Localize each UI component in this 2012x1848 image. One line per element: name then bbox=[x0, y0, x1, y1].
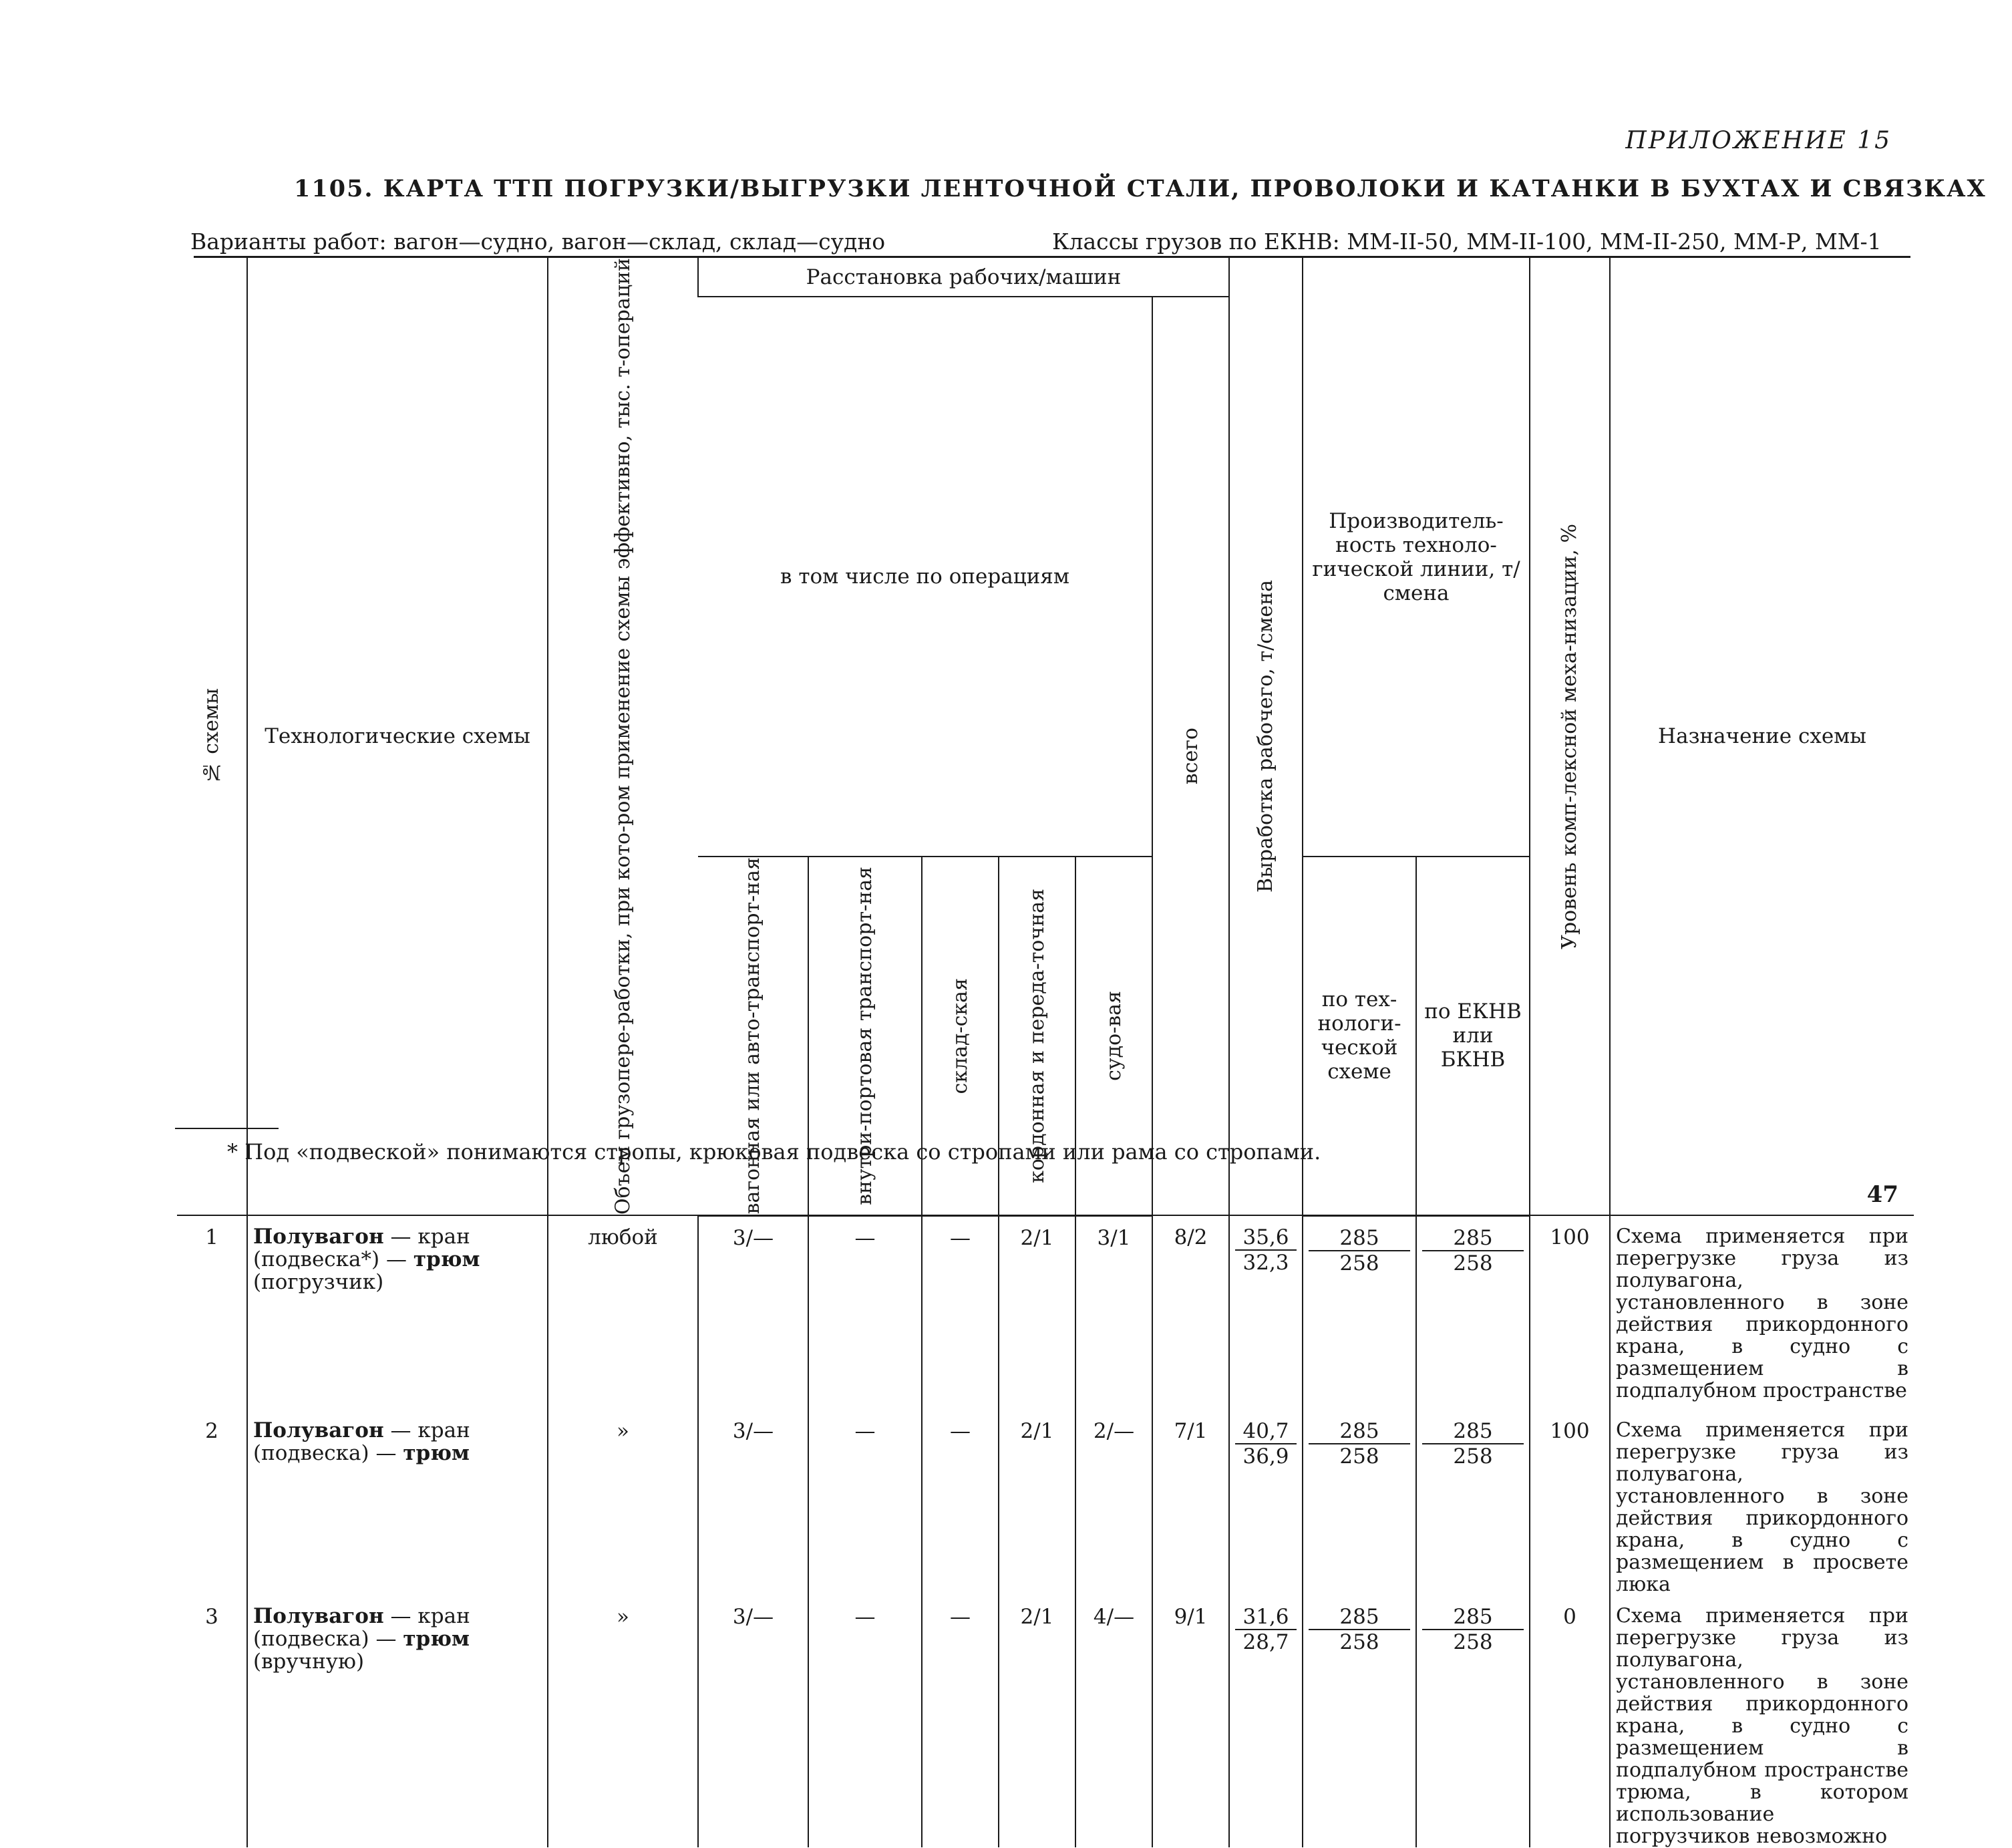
cell-mech-level: 100 bbox=[1530, 1410, 1610, 1595]
cell-purpose: Схема применяется при перегрузке груза из полувагона, установленного в зоне действия прикордонного крана, в судно с размещением в просвете люка bbox=[1610, 1410, 1914, 1595]
cell-op-ship: 4/— bbox=[1075, 1595, 1152, 1847]
cell-op-cordon: 2/1 bbox=[999, 1215, 1075, 1410]
col-header-op-wagon: вагонная или авто-транспорт-ная bbox=[698, 857, 808, 1215]
table-row bbox=[177, 1215, 1914, 1410]
document-title: 1105. КАРТА ТТП ПОГРУЗКИ/ВЫГРУЗКИ ЛЕНТОЧНОЙ СТАЛИ, ПРОВОЛОКИ И КАТАНКИ В БУХТАХ И СВЯЗКАХ bbox=[294, 175, 1987, 202]
cell-volume: любой bbox=[548, 1215, 698, 1410]
cell-prod-tech: 285 258 bbox=[1303, 1410, 1416, 1595]
cargo-classes: Классы грузов по ЕКНВ: ММ-II-50, ММ-II-100, ММ-II-250, ММ-Р, ММ-1 bbox=[1052, 228, 1882, 255]
cell-prod-eknv: 285 258 bbox=[1416, 1215, 1530, 1410]
footnote: * Под «подвеской» понимаются стропы, крюковая подвеска со стропами или рама со стропами. bbox=[227, 1139, 1321, 1165]
cell-op-wagon: 3/— bbox=[698, 1410, 808, 1595]
cell-op-ship: 2/— bbox=[1075, 1410, 1152, 1595]
footnote-rule bbox=[175, 1128, 279, 1129]
cell-prod-eknv: 285 258 bbox=[1416, 1410, 1530, 1595]
page-number: 47 bbox=[1866, 1181, 1898, 1208]
col-header-prod-eknv: по ЕКНВ или БКНВ bbox=[1416, 857, 1530, 1215]
cell-op-internal: — bbox=[808, 1215, 922, 1410]
col-header-output: Выработка рабочего, т/смена bbox=[1229, 258, 1303, 1215]
cell-op-warehouse: — bbox=[922, 1215, 999, 1410]
cell-output: 31,6 28,7 bbox=[1229, 1595, 1303, 1847]
cell-op-ship: 3/1 bbox=[1075, 1215, 1152, 1410]
cell-mech-level: 100 bbox=[1530, 1215, 1610, 1410]
work-variants: Варианты работ: вагон—судно, вагон—склад, склад—судно bbox=[190, 228, 886, 255]
cell-mech-level: 0 bbox=[1530, 1595, 1610, 1847]
table-row bbox=[177, 1595, 1914, 1847]
col-header-op-ship: судо-вая bbox=[1075, 857, 1152, 1215]
cell-scheme: Полувагон — кран (подвеска*) — трюм (погрузчик) bbox=[247, 1215, 548, 1410]
cell-purpose: Схема применяется при перегрузке груза из полувагона, установленного в зоне действия прикордонного крана, в судно с размещением в подпалубном пространстве трюма, в котором использование погрузчиков невозможно bbox=[1610, 1595, 1914, 1847]
cell-num: 1 bbox=[205, 1225, 218, 1249]
cell-op-cordon: 2/1 bbox=[999, 1595, 1075, 1847]
col-header-op-internal: внутри-портовая транспорт-ная bbox=[808, 857, 922, 1215]
cell-output: 40,7 36,9 bbox=[1229, 1410, 1303, 1595]
cell-prod-tech: 285 258 bbox=[1303, 1595, 1416, 1847]
cell-op-warehouse: — bbox=[922, 1595, 999, 1847]
appendix-label: ПРИЛОЖЕНИЕ 15 bbox=[1625, 127, 1892, 154]
cell-op-warehouse: — bbox=[922, 1410, 999, 1595]
cell-op-wagon: 3/— bbox=[698, 1215, 808, 1410]
cell-prod-tech: 285 258 bbox=[1303, 1215, 1416, 1410]
col-header-mech-level: Уровень комп-лексной меха-низации, % bbox=[1530, 258, 1610, 1215]
col-header-placement: Расстановка рабочих/машин bbox=[698, 258, 1229, 297]
cell-purpose: Схема применяется при перегрузке груза из полувагона, установленного в зоне действия прикордонного крана, в судно с размещением в подпалубном пространстве bbox=[1610, 1215, 1914, 1410]
col-header-prod-tech: по тех-нологи-ческой схеме bbox=[1303, 857, 1416, 1215]
col-header-op-warehouse: склад-ская bbox=[922, 857, 999, 1215]
cell-op-internal: — bbox=[808, 1410, 922, 1595]
cell-op-cordon: 2/1 bbox=[999, 1410, 1075, 1595]
col-header-op-cordon: кордонная и переда-точная bbox=[999, 857, 1075, 1215]
col-header-total: всего bbox=[1152, 297, 1229, 1215]
cell-volume: » bbox=[548, 1410, 698, 1595]
col-header-purpose: Назначение схемы bbox=[1610, 258, 1914, 1215]
cell-total: 9/1 bbox=[1152, 1595, 1229, 1847]
tech-scheme-table bbox=[177, 258, 1914, 1847]
cell-scheme: Полувагон — кран (подвеска) — трюм bbox=[247, 1410, 548, 1595]
cell-scheme: Полувагон — кран (подвеска) — трюм (вручную) bbox=[247, 1595, 548, 1847]
cell-prod-eknv: 285 258 bbox=[1416, 1595, 1530, 1847]
cell-total: 7/1 bbox=[1152, 1410, 1229, 1595]
cell-op-internal: — bbox=[808, 1595, 922, 1847]
col-header-volume: Объем грузопере-работки, при кото-ром применение схемы эффективно, тыс. т-операций bbox=[548, 258, 698, 1215]
cell-num: 2 bbox=[205, 1418, 218, 1443]
cell-total: 8/2 bbox=[1152, 1215, 1229, 1410]
col-header-by-operations: в том числе по операциям bbox=[698, 297, 1152, 857]
cell-volume: » bbox=[548, 1595, 698, 1847]
col-header-productivity: Производитель-ность техноло-гической линии, т/смена bbox=[1303, 258, 1530, 857]
table-row bbox=[177, 1410, 1914, 1595]
cell-num: 3 bbox=[205, 1604, 218, 1629]
cell-output: 35,6 32,3 bbox=[1229, 1215, 1303, 1410]
cell-op-wagon: 3/— bbox=[698, 1595, 808, 1847]
col-header-num: № схемы bbox=[177, 258, 247, 1215]
col-header-schemes: Технологические схемы bbox=[247, 258, 548, 1215]
